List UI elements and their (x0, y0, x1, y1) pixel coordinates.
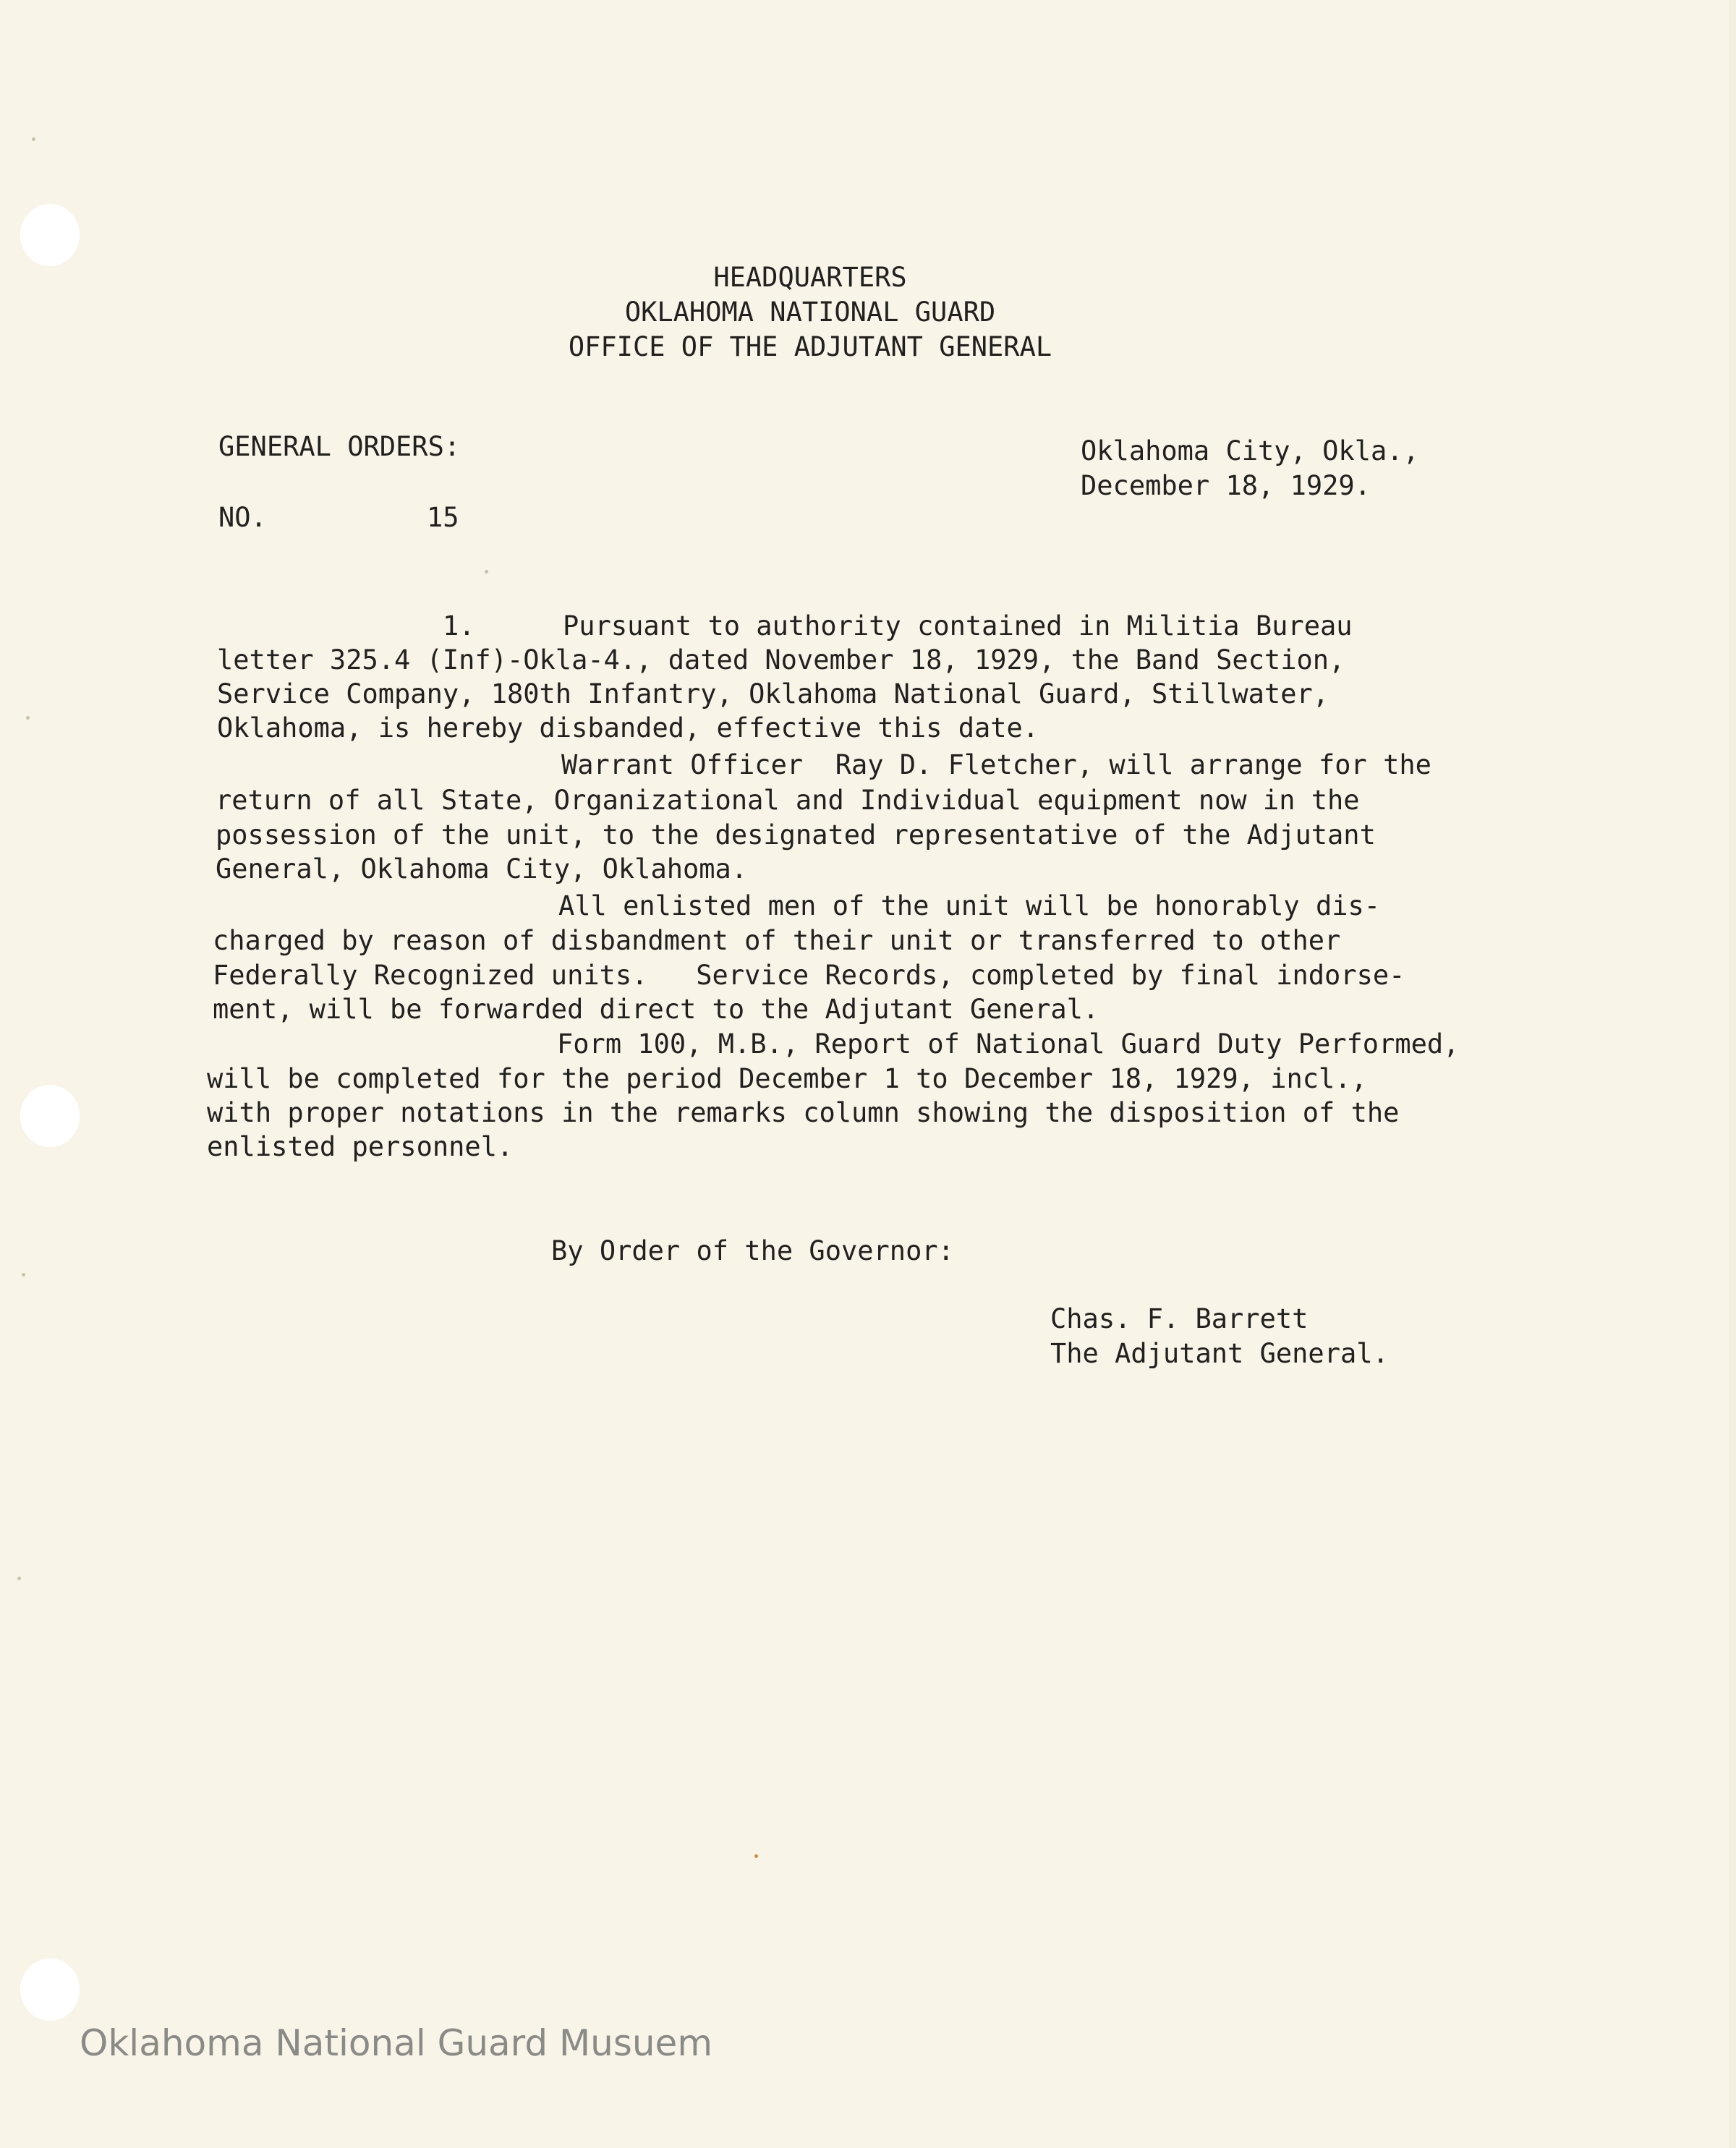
signature-title: The Adjutant General. (1050, 1338, 1389, 1369)
date: December 18, 1929. (1081, 470, 1371, 501)
punch-hole-bottom (20, 1959, 80, 2021)
order-number-label: NO. (218, 502, 267, 533)
paper-speck (32, 137, 35, 141)
paper-edge (1729, 0, 1736, 2148)
body-line: letter 325.4 (Inf)-Okla-4., dated November 18, 1929, the Band Section, (217, 644, 1345, 675)
body-line: Oklahoma, is hereby disbanded, effective this date. (217, 712, 1039, 743)
body-line: Pursuant to authority contained in Militia Bureau (563, 610, 1353, 642)
paragraph-number: 1. (443, 610, 475, 642)
authority-line: By Order of the Governor: (551, 1235, 954, 1266)
punch-hole-middle (20, 1085, 80, 1147)
paper-speck (22, 1273, 25, 1277)
body-line: with proper notations in the remarks column showing the disposition of the (207, 1097, 1400, 1128)
order-number: 15 (427, 502, 459, 533)
letterhead-line-1: HEADQUARTERS (713, 262, 907, 293)
body-line: return of all State, Organizational and Individual equipment now in the (216, 785, 1360, 816)
paper-speck (754, 1854, 758, 1858)
punch-hole-top (20, 204, 80, 266)
body-line: will be completed for the period December 1 to December 18, 1929, incl., (207, 1063, 1367, 1094)
body-line: All enlisted men of the unit will be honorably dis- (558, 890, 1381, 921)
body-line: Warrant Officer Ray D. Fletcher, will arrange for the (561, 749, 1431, 780)
paper-speck (485, 570, 488, 574)
paper-speck (26, 716, 30, 720)
letterhead-line-3: OFFICE OF THE ADJUTANT GENERAL (568, 331, 1052, 362)
body-line: Form 100, M.B., Report of National Guard Duty Performed, (557, 1028, 1460, 1060)
place: Oklahoma City, Okla., (1081, 435, 1419, 466)
body-line: charged by reason of disbandment of their unit or transferred to other (213, 925, 1341, 956)
museum-watermark: Oklahoma National Guard Musuem (80, 2022, 713, 2064)
body-line: Federally Recognized units. Service Records, completed by final indorse- (213, 960, 1405, 991)
body-line: ment, will be forwarded direct to the Adjutant General. (213, 994, 1099, 1025)
body-line: enlisted personnel. (207, 1131, 514, 1162)
letterhead-line-2: OKLAHOMA NATIONAL GUARD (624, 297, 996, 328)
signature-name: Chas. F. Barrett (1050, 1303, 1309, 1334)
body-line: Service Company, 180th Infantry, Oklahoma National Guard, Stillwater, (217, 678, 1329, 709)
general-orders-label: GENERAL ORDERS: (218, 431, 461, 462)
body-line: General, Oklahoma City, Oklahoma. (216, 853, 748, 885)
paper-speck (17, 1577, 21, 1580)
body-line: possession of the unit, to the designated representative of the Adjutant (216, 819, 1376, 851)
